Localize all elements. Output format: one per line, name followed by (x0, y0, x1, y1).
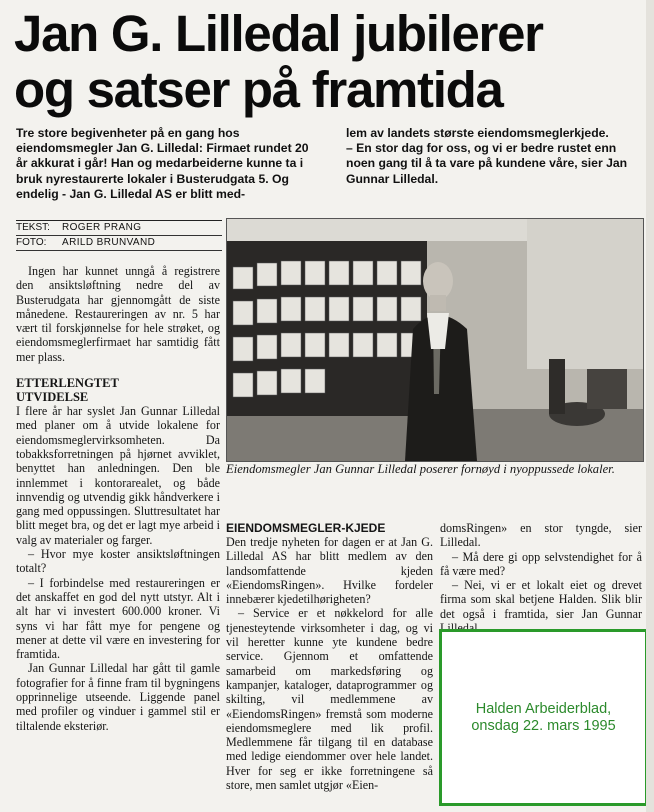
col3-paragraph-2: – Må dere gi opp selvstendighet for å få være med? (440, 549, 642, 578)
source-note-line-2: onsdag 22. mars 1995 (471, 717, 616, 734)
page-edge (646, 0, 654, 812)
lead-right (346, 126, 640, 187)
source-note-line-1: Halden Arbeiderblad, (475, 700, 612, 717)
col2-subhead: EIENDOMSMEGLER-KJEDE (226, 521, 386, 535)
column-2 (226, 521, 433, 792)
headline-line-2: og satser på framtida (14, 61, 503, 118)
col1-subhead: ETTERLENGTET UTVIDELSE (16, 376, 119, 405)
byline-text-label: TEKST: (16, 222, 50, 233)
byline (16, 220, 222, 251)
photo-portrait-in-office-icon (227, 219, 643, 461)
lead-left (16, 126, 314, 202)
col1-paragraph-1: Ingen har kunnet unngå å registrere den ansiktsløftning nedre del av Busterudgata har gjennomgått de siste månedene. Restaureringen av nr. 5 har vært til forskjønnelse for hele strøket, og eiendomsmeglerfirmaet har samtidig fått mer plass. (16, 264, 220, 364)
col1-paragraph-2: I flere år har syslet Jan Gunnar Lilledal med planer om å utvide lokalene for eiendomsmeglervirksomheten. Da tobakksforretningen på hjørnet avviklet, benyttet han anledningen. Den ble innlemmet i kontorarealet, og både innvendig og utvendig gikk håndverkere i gang med oppussingen. Sluttresultatet har blitt meget bra, og det er lagt mye arbeid i valg av materialer og farger. (16, 404, 220, 547)
col1-paragraph-5: Jan Gunnar Lilledal har gått til gamle fotografier for å finne fram til bygningens opprinnelige utseende. Liggende panel med profiler og vinduer i gammel stil er tiltalende eksteriør. (16, 661, 220, 733)
col3-paragraph-1: domsRingen» en stor tyngde, sier Lilledal. (440, 521, 642, 550)
col3-paragraph-3: – Nei, vi er et lokalt eiet og drevet firma som skal betjene Halden. Slik blir det også i framtida, sier Jan Gunnar (440, 578, 642, 621)
source-note-text (471, 701, 615, 735)
col1-paragraph-4: – I forbindelse med restaureringen er det anskaffet en god del nytt utstyr. Alt i alt har vi investert 600.000 kroner. Vi syns vi har fått mye for pengene og mener at dette vil være en investering for framtida. (16, 575, 220, 662)
lead-left-text: Tre store begivenheter på en gang hos eiendomsmegler Jan G. Lilledal: Firmaet rundet 20 år akkurat i går! Han og medarbeiderne kunne ta i bruk nyrestaurerte lokaler i Busterudgata 5. Og endelig - Jan G. Lilledal AS er blitt med- (16, 126, 309, 201)
col1-paragraph-3: – Hvor mye koster ansiktsløftningen totalt? (16, 547, 220, 576)
col2-paragraph-2: – Service er et nøkkelord for alle tjenesteytende virksomheter i dag, og vi vil heretter kunne yte kundene bedre service. Gjennom et omfattende samarbeid om markedsføring og kampanjer, kataloger, dataprogrammer og skilting, vil medlemmene av «EiendomsRingen» fremstå som moderne eiendomsmeglere med lik profil. Medlemmene får tilgang til en database med ledige eiendommer over hele landet. Hver for seg er ikke forretningene så store, men samlet utgjør «Eien- (226, 606, 433, 793)
article-photo (226, 218, 644, 462)
byline-photo-value: ARILD BRUNVAND (62, 237, 156, 248)
headline (14, 6, 650, 118)
byline-text-row (16, 221, 222, 236)
byline-text-value: ROGER PRANG (62, 222, 142, 233)
byline-photo-label: FOTO: (16, 237, 47, 248)
lead-right-text-2: – En stor dag for oss, og vi er bedre rustet enn noen gang til å ta vare på kundene våre, sier Jan Gunnar Lilledal. (346, 141, 628, 186)
column-1 (16, 264, 220, 733)
photo-caption: Eiendomsmegler Jan Gunnar Lilledal poserer fornøyd i nyoppussede lokaler. (226, 462, 615, 476)
col2-paragraph-1: Den tredje nyheten for dagen er at Jan G. Lilledal AS har blitt medlem av den landsomfattende kjeden «EiendomsRingen». Hvilke fordeler innebærer kjedetilhørigheten? (226, 535, 433, 607)
lead-right-text-1: lem av landets største eiendomsmeglerkjede. (346, 126, 609, 140)
headline-line-1: Jan G. Lilledal jubilerer (14, 5, 543, 62)
source-note-box (439, 629, 648, 806)
column-3 (440, 521, 642, 635)
byline-photo-row (16, 236, 222, 251)
